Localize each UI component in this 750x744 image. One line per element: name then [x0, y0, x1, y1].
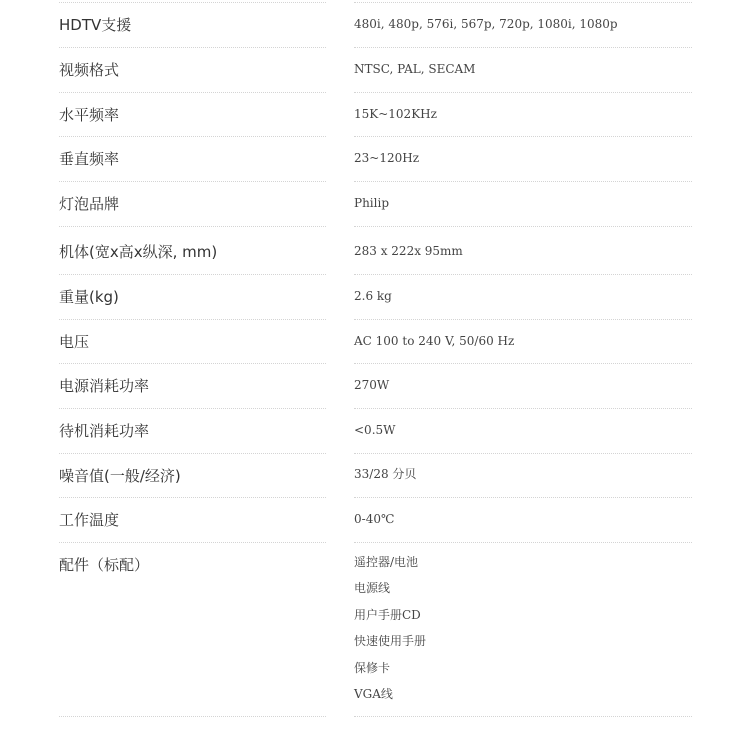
- row-divider: [354, 453, 692, 454]
- spec-value-power-consumption: 270W: [354, 378, 390, 392]
- row-divider: [59, 453, 326, 454]
- accessory-item: 用户手册CD: [354, 607, 421, 622]
- spec-label-video-format: 视频格式: [59, 61, 120, 79]
- accessory-item: VGA线: [354, 686, 393, 701]
- row-divider: [354, 47, 692, 48]
- spec-value-dimensions: 283 x 222x 95mm: [354, 244, 463, 258]
- row-divider: [354, 497, 692, 498]
- spec-label-hdtv-support: HDTV支援: [59, 16, 132, 34]
- row-divider: [59, 319, 326, 320]
- spec-value-weight: 2.6 kg: [354, 289, 392, 303]
- row-divider: [354, 181, 692, 182]
- spec-label-accessories: 配件（标配）: [59, 556, 150, 574]
- row-divider: [354, 542, 692, 543]
- accessory-item: 快速使用手册: [354, 634, 427, 649]
- row-divider: [354, 274, 692, 275]
- spec-label-horizontal-frequency: 水平频率: [59, 106, 120, 124]
- accessory-item: 保修卡: [354, 660, 391, 675]
- accessory-item: 电源线: [354, 581, 391, 596]
- row-divider: [354, 319, 692, 320]
- row-divider: [59, 542, 326, 543]
- row-divider: [59, 274, 326, 275]
- accessories-list: [354, 554, 426, 712]
- row-divider: [59, 92, 326, 93]
- spec-label-voltage: 电压: [59, 333, 90, 351]
- spec-value-standby-power: <0.5W: [354, 423, 396, 437]
- row-divider: [354, 226, 692, 227]
- row-divider: [354, 716, 692, 717]
- row-divider: [354, 92, 692, 93]
- accessory-item: 遥控器/电池: [354, 555, 419, 569]
- row-divider: [59, 716, 326, 717]
- spec-value-voltage: AC 100 to 240 V, 50/60 Hz: [354, 334, 515, 348]
- spec-value-hdtv-support: 480i, 480p, 576i, 567p, 720p, 1080i, 1080p: [354, 17, 618, 31]
- row-divider: [59, 181, 326, 182]
- row-divider: [354, 136, 692, 137]
- spec-label-vertical-frequency: 垂直频率: [59, 150, 120, 168]
- row-divider: [59, 363, 326, 364]
- row-divider: [354, 2, 692, 3]
- row-divider: [59, 47, 326, 48]
- row-divider: [354, 408, 692, 409]
- spec-label-noise-level: 噪音值(一般/经济): [59, 467, 181, 485]
- spec-label-bulb-brand: 灯泡品牌: [59, 195, 120, 213]
- row-divider: [59, 136, 326, 137]
- spec-value-video-format: NTSC, PAL, SECAM: [354, 62, 476, 76]
- spec-label-standby-power: 待机消耗功率: [59, 422, 150, 440]
- spec-value-horizontal-frequency: 15K~102KHz: [354, 107, 437, 121]
- row-divider: [59, 497, 326, 498]
- spec-value-operating-temperature: 0-40℃: [354, 512, 395, 526]
- spec-label-dimensions: 机体(宽x高x纵深, mm): [59, 243, 218, 261]
- row-divider: [59, 226, 326, 227]
- spec-value-vertical-frequency: 23~120Hz: [354, 151, 420, 165]
- row-divider: [354, 363, 692, 364]
- spec-label-weight: 重量(kg): [59, 288, 119, 306]
- spec-value-bulb-brand: Philip: [354, 196, 389, 210]
- spec-label-operating-temperature: 工作温度: [59, 511, 120, 529]
- row-divider: [59, 408, 326, 409]
- spec-value-noise-level: 33/28 分贝: [354, 467, 417, 481]
- row-divider: [59, 2, 326, 3]
- spec-label-power-consumption: 电源消耗功率: [59, 377, 150, 395]
